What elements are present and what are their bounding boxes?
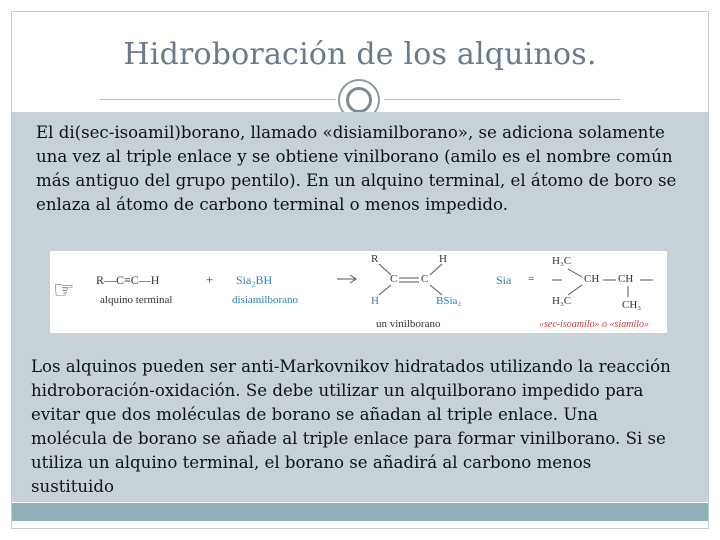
title-rule-left	[100, 99, 336, 100]
paragraph-intro: El di(sec-isoamil)borano, llamado «disiamilborano», se adiciona solamente una vez al triple enlace y se obtiene vinilborano (amilo es el nombre común más antiguo del grupo pentilo). En un alquino terminal, el átomo de boro se enlaza al átomo de carbono terminal o menos impedido.	[36, 123, 677, 214]
product-R: R	[371, 253, 379, 265]
footer-bar	[12, 503, 708, 521]
decorative-ring-inner	[346, 87, 372, 113]
paragraph-hydration: Los alquinos pueden ser anti-Markovnikov hidratados utilizando la reacción hidroboración-oxidación. Se debe utilizar un alquilborano impedido para evitar que dos moléculas de borano se añadan al triple enlace. Una molécula de borano se añade al triple enlace para formar vinilborano. Si se utiliza un alquino terminal, el borano se añadirá al carbono menos sustituido	[31, 357, 671, 496]
product-BSia2: BSia₂	[436, 295, 462, 307]
sia-CH2: CH	[618, 273, 634, 285]
sia-H3C-top: H₃C	[552, 255, 572, 267]
title-rule-right	[384, 99, 620, 100]
plus-sign: +	[206, 272, 214, 287]
slide-title: Hidroboración de los alquinos.	[123, 37, 597, 72]
bond-C-B	[430, 285, 442, 295]
bond-H-C	[430, 264, 442, 275]
sia-bond-top	[568, 269, 582, 277]
sia-bond-bottom	[568, 285, 582, 295]
sia-CH: CH	[584, 273, 600, 285]
reagent-label: disiamilborano	[232, 294, 298, 306]
sia-label: Sia	[496, 273, 512, 287]
sia-note: «sec-isoamilo» o «siamilo»	[539, 319, 649, 330]
equals-sign: =	[528, 273, 535, 285]
product-H-bottom: H	[371, 295, 379, 307]
sia-H3C-bottom: H₃C	[552, 295, 572, 307]
product-C1: C	[390, 273, 398, 285]
pointing-hand-icon: ☞	[53, 276, 75, 304]
alkyne-formula: R—C≡C—H	[96, 273, 160, 287]
reaction-scheme	[50, 251, 667, 333]
product-H-top: H	[439, 253, 447, 265]
alkyne-label: alquino terminal	[100, 294, 173, 306]
reagent-formula: Sia₂BH	[236, 273, 273, 287]
product-label: un vinilborano	[376, 318, 441, 330]
product-C2: C	[421, 273, 429, 285]
bond-C-H	[379, 285, 391, 295]
sia-CH3: CH₃	[622, 299, 642, 311]
